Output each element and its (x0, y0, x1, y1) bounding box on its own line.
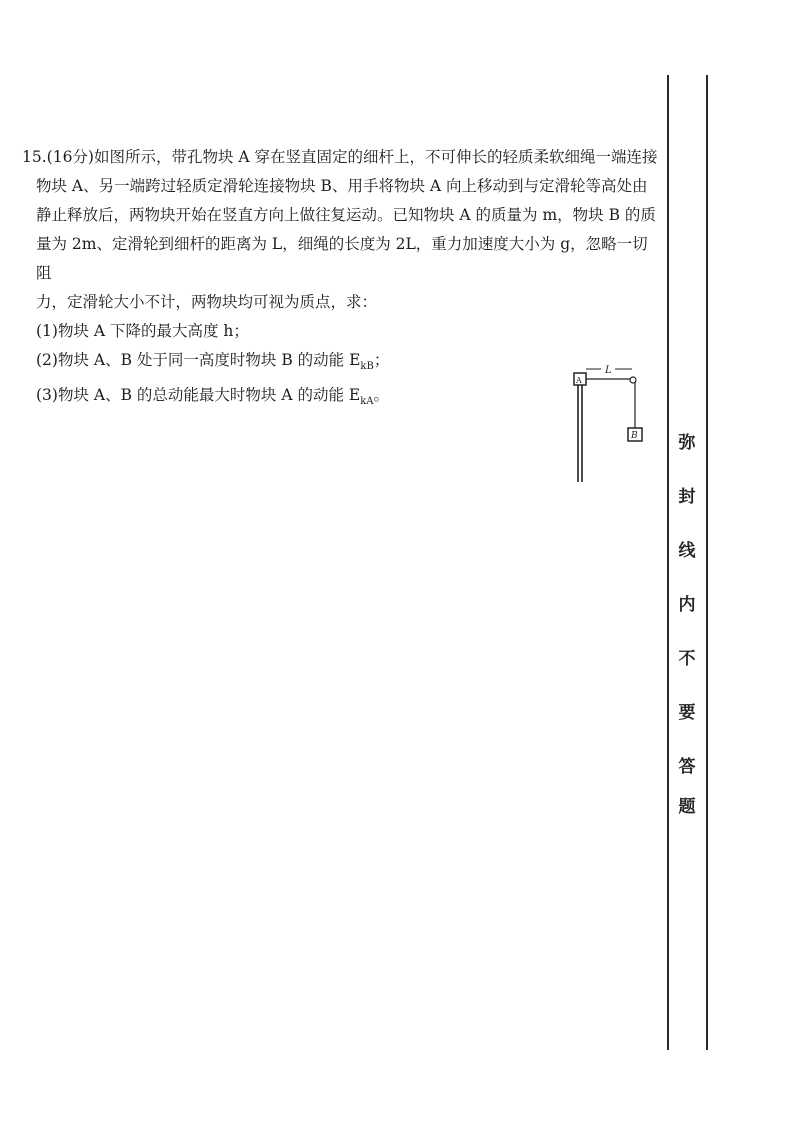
sub-question-2-end: ； (373, 351, 390, 369)
binding-line-left (667, 75, 669, 1050)
block-a-label: A (576, 376, 582, 385)
pulley-diagram (565, 360, 655, 490)
sub-question-3-end: 。 (373, 386, 389, 405)
question-number: 15. (22, 148, 47, 166)
binding-char-4: 内 (678, 595, 696, 615)
binding-margin (667, 75, 712, 1050)
sub-question-3-text: (3)物块 A、B 的总动能最大时物块 A 的动能 E (36, 386, 361, 405)
binding-char-2: 封 (678, 487, 696, 507)
sub-question-2-text: (2)物块 A、B 处于同一高度时物块 B 的动能 E (36, 351, 361, 369)
stem-text-1: 如图所示，带孔物块 A 穿在竖直固定的细杆上，不可伸长的轻质柔软细绳一端连接 (93, 148, 658, 166)
pulley-figure (565, 360, 655, 490)
binding-char-1: 弥 (678, 433, 696, 453)
binding-char-3: 线 (678, 541, 696, 561)
binding-char-5: 不 (678, 649, 696, 669)
block-b-label: B (631, 431, 638, 441)
sub-question-1: (1)物块 A 下降的最大高度 h； (36, 322, 249, 340)
question-points: (16分) (46, 148, 94, 166)
sub-question-3-subscript: kA (360, 396, 374, 408)
problem-stem-line-4: 量为 2m、定滑轮到细杆的距离为 L，细绳的长度为 2L，重力加速度大小为 g，忽略一切阻 (36, 235, 648, 282)
sub-question-2-subscript: kB (360, 361, 374, 373)
problem-stem-line-2: 物块 A、另一端跨过轻质定滑轮连接物块 B、用手将物块 A 向上移动到与定滑轮等高处由 (36, 177, 648, 195)
binding-char-7: 答 (678, 757, 696, 777)
binding-char-8: 题 (678, 797, 696, 817)
problem-stem-line-1 (22, 143, 662, 172)
binding-line-right (706, 75, 708, 1050)
problem-stem-line-5: 力，定滑轮大小不计，两物块均可视为质点，求： (36, 293, 378, 311)
dimension-label-l: L (605, 365, 612, 376)
problem-stem-line-3: 静止释放后，两物块开始在竖直方向上做往复运动。已知物块 A 的质量为 m，物块 B 的质 (36, 206, 656, 224)
binding-char-6: 要 (678, 703, 696, 723)
